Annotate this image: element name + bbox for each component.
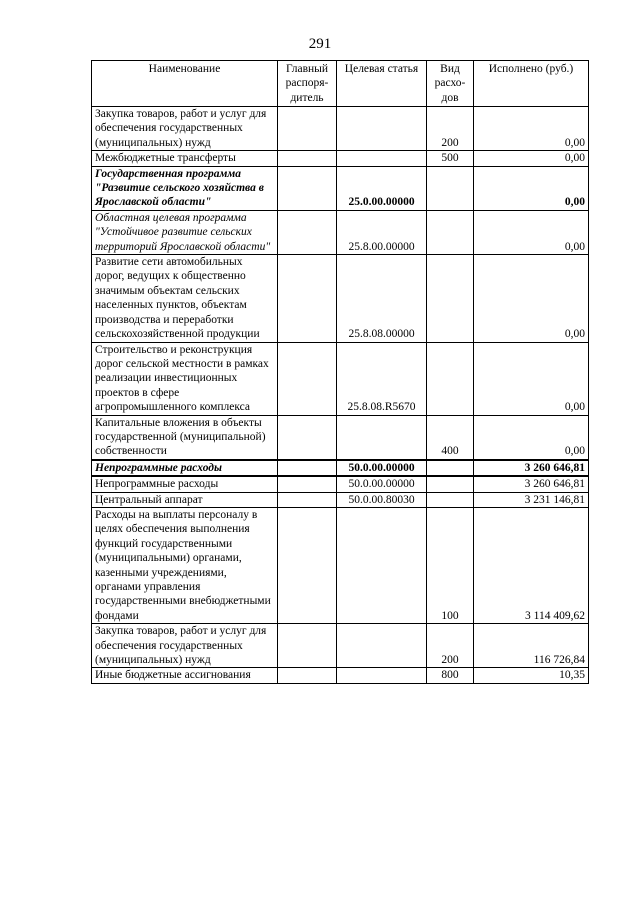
table-row — [92, 476, 589, 492]
cell-type — [427, 492, 474, 507]
table-row — [92, 342, 589, 415]
cell-admin — [278, 342, 337, 415]
header-admin: Главный распоря-дитель — [278, 61, 337, 107]
cell-type — [427, 210, 474, 254]
cell-admin — [278, 476, 337, 492]
cell-name: Строительство и реконструкция дорог сельской местности в рамках реализации инвестиционных проектов в сфере агропромышленного комплекса — [92, 342, 278, 415]
table-row-program — [92, 166, 589, 210]
cell-name: Областная целевая программа "Устойчивое развитие сельских территорий Ярославской области" — [92, 210, 278, 254]
cell-amount: 0,00 — [474, 166, 589, 210]
cell-target: 25.8.08.R5670 — [337, 342, 427, 415]
cell-admin — [278, 151, 337, 166]
cell-target — [337, 507, 427, 623]
cell-name: Закупка товаров, работ и услуг для обеспечения государственных (муниципальных) нужд — [92, 624, 278, 668]
cell-target: 50.0.00.80030 — [337, 492, 427, 507]
cell-name: Развитие сети автомобильных дорог, ведущих к общественно значимым объектам сельских населенных пунктов, объектам производства и переработки сельскохозяйственной продукции — [92, 255, 278, 342]
cell-admin — [278, 507, 337, 623]
cell-amount: 3 260 646,81 — [474, 476, 589, 492]
cell-amount: 0,00 — [474, 210, 589, 254]
cell-target: 50.0.00.00000 — [337, 460, 427, 476]
cell-type — [427, 255, 474, 342]
cell-target — [337, 668, 427, 683]
cell-type — [427, 476, 474, 492]
cell-admin — [278, 668, 337, 683]
cell-admin — [278, 166, 337, 210]
cell-amount: 0,00 — [474, 255, 589, 342]
cell-target: 25.8.08.00000 — [337, 255, 427, 342]
cell-admin — [278, 492, 337, 507]
cell-name: Расходы на выплаты персоналу в целях обеспечения выполнения функций государственными (муниципальными) органами, казенными учреждениями, органами управления государственными внебюджетными фондами — [92, 507, 278, 623]
header-amount: Исполнено (руб.) — [474, 61, 589, 107]
cell-target: 25.0.00.00000 — [337, 166, 427, 210]
cell-type: 500 — [427, 151, 474, 166]
cell-admin — [278, 460, 337, 476]
cell-type: 800 — [427, 668, 474, 683]
cell-name: Центральный аппарат — [92, 492, 278, 507]
cell-amount: 0,00 — [474, 415, 589, 460]
cell-name: Государственная программа "Развитие сельского хозяйства в Ярославской области" — [92, 166, 278, 210]
cell-name: Непрограммные расходы — [92, 476, 278, 492]
cell-name: Непрограммные расходы — [92, 460, 278, 476]
cell-amount: 0,00 — [474, 107, 589, 151]
cell-name: Иные бюджетные ассигнования — [92, 668, 278, 683]
cell-amount: 0,00 — [474, 342, 589, 415]
table-row — [92, 255, 589, 342]
cell-target — [337, 107, 427, 151]
cell-target — [337, 415, 427, 460]
cell-type — [427, 166, 474, 210]
cell-amount: 3 260 646,81 — [474, 460, 589, 476]
cell-target: 50.0.00.00000 — [337, 476, 427, 492]
cell-admin — [278, 210, 337, 254]
cell-amount: 0,00 — [474, 151, 589, 166]
cell-amount: 116 726,84 — [474, 624, 589, 668]
cell-amount: 3 114 409,62 — [474, 507, 589, 623]
cell-target: 25.8.00.00000 — [337, 210, 427, 254]
table-row — [92, 492, 589, 507]
cell-type — [427, 342, 474, 415]
table-row-subprogram — [92, 210, 589, 254]
header-name: Наименование — [92, 61, 278, 107]
cell-type — [427, 460, 474, 476]
header-type: Вид расхо-дов — [427, 61, 474, 107]
cell-admin — [278, 415, 337, 460]
cell-admin — [278, 624, 337, 668]
table-row — [92, 107, 589, 151]
cell-name: Капитальные вложения в объекты государственной (муниципальной) собственности — [92, 415, 278, 460]
cell-type: 200 — [427, 624, 474, 668]
cell-admin — [278, 255, 337, 342]
table-row — [92, 624, 589, 668]
page-number: 291 — [308, 36, 332, 52]
cell-name: Межбюджетные трансферты — [92, 151, 278, 166]
cell-type: 400 — [427, 415, 474, 460]
table-row — [92, 415, 589, 460]
table-row-nonprogram-total — [92, 460, 589, 476]
table-row — [92, 668, 589, 683]
header-target: Целевая статья — [337, 61, 427, 107]
table-header-row — [92, 61, 589, 107]
cell-type: 100 — [427, 507, 474, 623]
table-row — [92, 151, 589, 166]
cell-name: Закупка товаров, работ и услуг для обеспечения государственных (муниципальных) нужд — [92, 107, 278, 151]
cell-type: 200 — [427, 107, 474, 151]
cell-admin — [278, 107, 337, 151]
cell-target — [337, 624, 427, 668]
cell-target — [337, 151, 427, 166]
cell-amount: 3 231 146,81 — [474, 492, 589, 507]
expenditure-table — [91, 60, 589, 684]
table-row — [92, 507, 589, 623]
cell-amount: 10,35 — [474, 668, 589, 683]
